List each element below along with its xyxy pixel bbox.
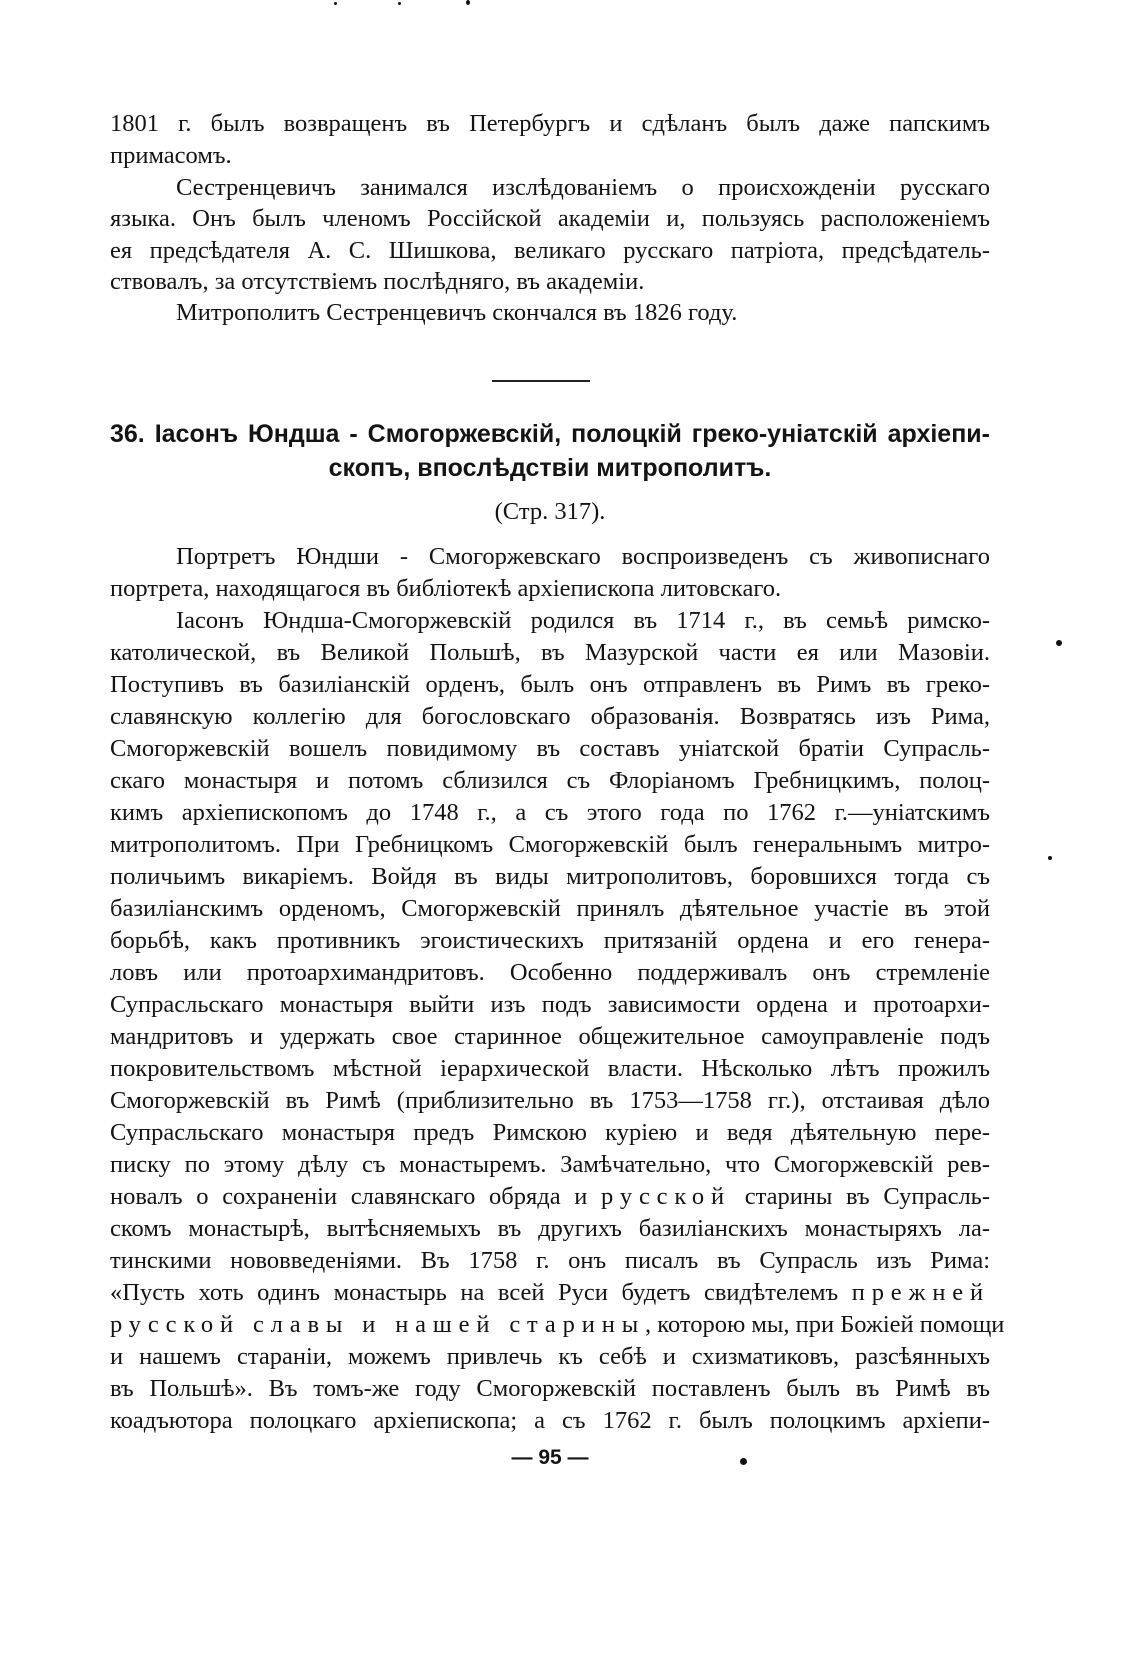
text-line: Смогоржевскій вошелъ повидимому въ составъ уніатской братіи Супрасль-	[110, 735, 990, 762]
text-run: новалъ о сохраненіи славянскаго обряда и	[110, 1183, 602, 1210]
text-line: покровительствомъ мѣстной іерархической власти. Нѣсколько лѣтъ прожилъ	[110, 1055, 990, 1082]
scan-speck	[398, 2, 401, 5]
spaced-emphasis: русской	[601, 1183, 732, 1210]
text-line: тинскими нововведеніями. Въ 1758 г. онъ писалъ въ Супрасль изъ Рима:	[110, 1247, 990, 1274]
text-run: «Пусть хоть одинъ монастырь на всей Руси будетъ свидѣтелемъ	[110, 1279, 852, 1306]
spaced-emphasis: русской славы и нашей старины	[110, 1311, 646, 1338]
text-line: ловъ или протоархимандритовъ. Особенно поддерживалъ онъ стремленіе	[110, 959, 990, 986]
text-line	[110, 1181, 990, 1213]
text-line: Портретъ Юндши - Смогоржевскаго воспроизведенъ съ живописнаго	[176, 543, 990, 570]
scan-speck	[740, 1458, 747, 1465]
text-line: Іасонъ Юндша-Смогоржевскій родился въ 1714 г., въ семьѣ римско-	[176, 607, 990, 634]
text-run: , которою мы, при Божіей помощи	[645, 1311, 1005, 1338]
scan-speck	[466, 0, 470, 5]
text-line: митрополитомъ. При Гребницкомъ Смогоржевскій былъ генеральнымъ митро-	[110, 831, 990, 858]
text-line: коадъютора полоцкаго архіепископа; а съ 1762 г. былъ полоцкимъ архіепи-	[110, 1407, 990, 1434]
scan-speck	[1048, 856, 1052, 860]
text-line: языка. Онъ былъ членомъ Россійской академіи и, пользуясь расположеніемъ	[110, 205, 990, 232]
text-line	[110, 1277, 990, 1309]
text-line: Поступивъ въ базиліанскій орденъ, былъ онъ отправленъ въ Римъ въ греко-	[110, 671, 990, 698]
text-line: въ Польшѣ». Въ томъ-же году Смогоржевскій поставленъ былъ въ Римѣ въ	[110, 1375, 990, 1402]
text-line: Сестренцевичъ занимался изслѣдованіемъ о происхожденіи русскаго	[176, 174, 990, 201]
text-run: старины въ Супрасль-	[731, 1183, 991, 1210]
text-line: писку по этому дѣлу съ монастыремъ. Замѣчательно, что Смогоржевскій рев-	[110, 1151, 990, 1178]
text-line: примасомъ.	[110, 142, 232, 169]
text-line: поличьимъ викаріемъ. Войдя въ виды митрополитовъ, боровшихся тогда съ	[110, 863, 990, 890]
text-line: Супрасльскаго монастыря выйти изъ подъ зависимости ордена и протоархи-	[110, 991, 990, 1018]
text-line: кимъ архіепископомъ до 1748 г., а съ этого года по 1762 г.—уніатскимъ	[110, 799, 990, 826]
spaced-emphasis: прежней	[851, 1279, 990, 1306]
text-line: портрета, находящагося въ библіотекѣ архіепископа литовскаго.	[110, 575, 782, 602]
text-line	[110, 1309, 1005, 1341]
text-line: мандритовъ и удержать свое старинное общежительное самоуправленіе подъ	[110, 1023, 990, 1050]
scan-speck	[334, 2, 337, 5]
scan-speck	[1056, 640, 1062, 646]
text-line: Супрасльскаго монастыря предъ Римскою куріею и ведя дѣятельную пере-	[110, 1119, 990, 1146]
text-line: борьбѣ, какъ противникъ эгоистическихъ притязаній ордена и его генера-	[110, 927, 990, 954]
text-line: Смогоржевскій въ Римѣ (приблизительно въ 1753—1758 гг.), отстаивая дѣло	[110, 1087, 990, 1114]
text-line: славянскую коллегію для богословскаго образованія. Возвратясь изъ Рима,	[110, 703, 990, 730]
text-line: Митрополитъ Сестренцевичъ скончался въ 1826 году.	[176, 299, 738, 326]
section-divider	[492, 380, 590, 382]
section-heading-line-2: скопъ, впослѣдствіи митрополитъ.	[328, 454, 772, 482]
text-line: скомъ монастырѣ, вытѣсняемыхъ въ другихъ базиліанскихъ монастыряхъ ла-	[110, 1215, 990, 1242]
section-heading-line-1: 36. Іасонъ Юндша - Смогоржевскій, полоцкій греко-уніатскій архіепи-	[110, 420, 990, 448]
text-line: и нашемъ стараніи, можемъ привлечь къ себѣ и схизматиковъ, разсѣянныхъ	[110, 1343, 990, 1370]
text-line: скаго монастыря и потомъ сблизился съ Флоріаномъ Гребницкимъ, полоц-	[110, 767, 990, 794]
text-line: католической, въ Великой Польшѣ, въ Мазурской части ея или Мазовіи.	[110, 639, 990, 666]
text-line: 1801 г. былъ возвращенъ въ Петербургъ и сдѣланъ былъ даже папскимъ	[110, 110, 990, 137]
text-line: ствовалъ, за отсутствіемъ послѣдняго, въ академіи.	[110, 268, 645, 295]
text-line: базиліанскимъ орденомъ, Смогоржевскій принялъ дѣятельное участіе въ этой	[110, 895, 990, 922]
page-number: — 95 —	[511, 1446, 589, 1469]
text-line: ея предсѣдателя А. С. Шишкова, великаго русскаго патріота, предсѣдатель-	[110, 237, 990, 264]
page-reference: (Стр. 317).	[494, 498, 606, 525]
